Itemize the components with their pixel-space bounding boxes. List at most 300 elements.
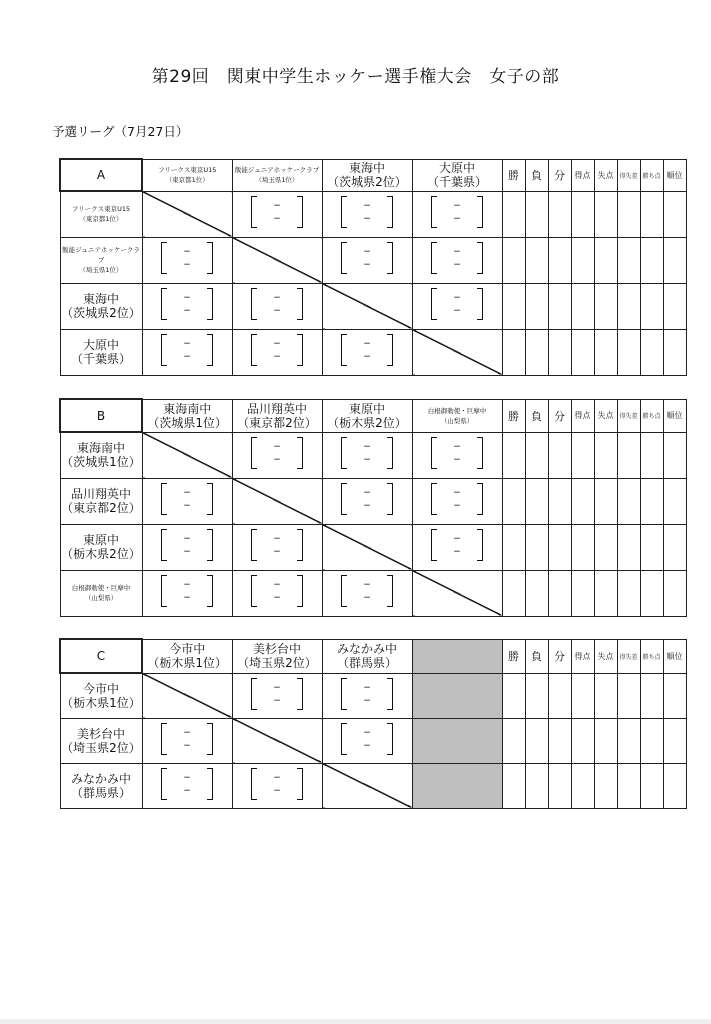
column-team [233,165,322,185]
stat-cell[interactable] [525,570,548,616]
team-row [60,570,686,616]
stat-header: 負 [525,159,548,191]
match-cell[interactable] [412,191,502,237]
stat-cell[interactable] [571,763,594,808]
row-team [61,441,142,469]
score-dash: − [273,695,281,706]
stat-cell[interactable] [548,763,571,808]
score-box[interactable] [341,196,393,228]
stat-cell[interactable] [617,524,640,570]
stat-cell[interactable] [594,329,617,375]
stat-cell[interactable] [502,763,525,808]
score-dash: − [363,727,371,738]
stat-cell[interactable] [525,432,548,478]
stat-cell[interactable] [594,432,617,478]
score-dash: − [183,772,191,783]
score-box[interactable] [431,242,483,274]
stat-cell[interactable] [594,570,617,616]
row-team-header [60,570,142,616]
score-box[interactable] [251,288,303,320]
stat-cell[interactable] [548,478,571,524]
stat-cell[interactable] [640,478,663,524]
stat-cell[interactable] [640,570,663,616]
team-name: 美杉台中 [252,642,301,656]
stat-cell[interactable] [525,237,548,283]
stat-cell[interactable] [502,673,525,718]
self-match-cell [232,237,322,283]
stat-cell[interactable] [525,283,548,329]
team-name: 白根御勅使・巨摩中 [427,406,487,415]
league-table-b [59,398,687,617]
match-cell[interactable] [322,432,412,478]
column-team-header [232,399,322,432]
match-cell[interactable] [142,283,232,329]
team-name: 今市中 [82,681,119,696]
score-box[interactable] [161,723,213,755]
stat-cell[interactable] [594,283,617,329]
score-box[interactable] [341,437,393,469]
stat-cell[interactable] [502,478,525,524]
preliminary-league-date: 予選リーグ（7月27日） [52,124,189,139]
score-dash: − [183,547,191,557]
team-name: 白根御勅使・巨摩中 [71,584,131,592]
score-dash: − [273,772,281,783]
score-box[interactable] [251,334,303,366]
team-prefecture: （東京都1位） [165,176,209,184]
match-cell[interactable] [412,237,502,283]
score-box[interactable] [431,437,483,469]
stat-cell[interactable] [571,191,594,237]
bottom-divider [0,1019,711,1024]
match-cell[interactable] [232,283,322,329]
column-team-header [142,639,232,673]
score-box[interactable] [341,483,393,515]
score-dash: − [363,695,371,706]
score-dash: − [273,785,281,796]
row-team [61,772,142,800]
team-row [60,673,686,718]
score-box[interactable] [251,437,303,469]
row-team-header [60,283,142,329]
self-match-cell [142,191,232,237]
row-team [61,245,142,275]
team-prefecture: （山梨県） [440,416,474,425]
stat-cell[interactable] [617,191,640,237]
team-row [60,283,686,329]
stat-header: 分 [548,399,571,432]
score-dash: − [453,455,461,465]
score-dash: − [363,580,371,590]
stat-header: 得失差 [617,639,640,673]
score-dash: − [363,442,371,452]
stat-cell[interactable] [571,673,594,718]
score-dash: − [273,214,281,224]
row-team-header [60,478,142,524]
stat-cell[interactable] [663,329,686,375]
score-dash: − [273,534,281,544]
row-team-header [60,763,142,808]
match-cell[interactable] [232,191,322,237]
stat-cell[interactable] [663,237,686,283]
stat-cell[interactable] [594,763,617,808]
score-dash: − [273,352,281,362]
stat-header: 順位 [663,399,686,432]
self-match-cell [322,524,412,570]
score-box[interactable] [341,575,393,607]
column-team-header [322,399,412,432]
row-team-header [60,432,142,478]
stat-header: 得点 [571,159,594,191]
team-row [60,478,686,524]
score-box[interactable] [431,529,483,561]
stat-cell[interactable] [571,570,594,616]
header-row [60,399,686,432]
stat-cell[interactable] [617,329,640,375]
team-name: 大原中 [82,338,119,352]
score-box[interactable] [251,196,303,228]
stat-cell[interactable] [571,718,594,763]
match-cell[interactable] [232,763,322,808]
stat-cell[interactable] [502,329,525,375]
team-name: 東原中 [348,401,385,416]
score-dash: − [183,593,191,603]
match-cell[interactable] [142,329,232,375]
team-name: 東海南中 [76,441,125,456]
score-box[interactable] [161,768,213,800]
self-match-cell [322,283,412,329]
match-cell[interactable] [322,329,412,375]
match-cell[interactable] [322,673,412,718]
score-dash: − [273,580,281,590]
team-prefecture: （栃木県2位） [327,415,407,430]
score-box[interactable] [161,334,213,366]
header-row [60,639,686,673]
stat-cell[interactable] [617,283,640,329]
stat-cell[interactable] [525,673,548,718]
score-dash: − [363,501,371,511]
column-team [413,161,502,189]
stat-cell[interactable] [617,673,640,718]
match-cell[interactable] [142,718,232,763]
stat-cell[interactable] [640,718,663,763]
score-dash: − [453,260,461,270]
match-cell[interactable] [142,237,232,283]
score-box[interactable] [251,575,303,607]
stat-cell[interactable] [502,283,525,329]
match-cell[interactable] [412,432,502,478]
stat-cell[interactable] [571,283,594,329]
score-box[interactable] [431,196,483,228]
team-prefecture: （群馬県） [336,656,397,670]
stat-cell[interactable] [502,570,525,616]
league-table-c [59,638,687,809]
score-dash: − [363,593,371,603]
row-team-header [60,673,142,718]
stat-header: 失点 [594,639,617,673]
stat-cell[interactable] [548,432,571,478]
score-dash: − [453,214,461,224]
stat-cell[interactable] [548,570,571,616]
team-prefecture: （茨城県2位） [61,306,141,320]
stat-cell[interactable] [663,718,686,763]
stat-cell[interactable] [663,570,686,616]
stat-cell[interactable] [525,191,548,237]
stat-cell[interactable] [640,283,663,329]
stat-cell[interactable] [594,673,617,718]
stat-cell[interactable] [640,329,663,375]
team-name: フリークス東京U15 [71,205,131,214]
column-team [233,642,322,670]
team-name: 東海中 [348,161,385,175]
stat-cell[interactable] [548,329,571,375]
score-dash: − [273,293,281,303]
team-name: 大原中 [438,161,475,175]
match-cell[interactable] [142,478,232,524]
column-team-header [322,639,412,673]
match-cell[interactable] [322,570,412,616]
stat-cell[interactable] [548,673,571,718]
unused-column [412,639,502,673]
score-dash: − [183,352,191,362]
match-cell[interactable] [322,478,412,524]
column-team-header [322,159,412,191]
score-dash: − [273,201,281,211]
row-team-header [60,191,142,237]
stat-cell[interactable] [663,191,686,237]
score-box[interactable] [431,483,483,515]
row-team [61,583,142,603]
team-prefecture: （茨城県1位） [61,455,141,470]
stat-cell[interactable] [525,478,548,524]
score-box[interactable] [341,723,393,755]
team-prefecture: （茨城県1位） [147,415,228,430]
score-dash: − [363,214,371,224]
column-team [323,642,412,670]
stat-cell[interactable] [663,524,686,570]
stat-cell[interactable] [640,763,663,808]
stat-header: 得失差 [617,159,640,191]
score-box[interactable] [341,678,393,710]
stat-cell[interactable] [663,478,686,524]
group-label: A [60,159,142,191]
score-box[interactable] [251,678,303,710]
stat-header: 負 [525,399,548,432]
stat-cell[interactable] [617,432,640,478]
team-name: 今市中 [169,642,206,656]
row-team [61,533,142,561]
score-dash: − [453,293,461,303]
score-dash: − [183,293,191,303]
stat-header: 勝 [502,639,525,673]
stat-cell[interactable] [548,718,571,763]
row-team [61,727,142,755]
match-cell[interactable] [232,673,322,718]
score-box[interactable] [161,288,213,320]
score-box[interactable] [341,242,393,274]
stat-cell[interactable] [594,478,617,524]
team-name: 飯能ジュニアホッケークラブ [234,166,320,174]
score-dash: − [453,547,461,557]
self-match-cell [412,570,502,616]
stat-header: 分 [548,159,571,191]
stat-cell[interactable] [640,524,663,570]
stat-header: 得点 [571,399,594,432]
stat-cell[interactable] [640,432,663,478]
score-box[interactable] [431,288,483,320]
score-box[interactable] [161,483,213,515]
team-prefecture: （東京都2位） [61,501,141,515]
stat-cell[interactable] [502,718,525,763]
score-dash: − [453,501,461,511]
team-prefecture: （栃木県1位） [61,695,141,710]
stat-cell[interactable] [594,237,617,283]
match-cell[interactable] [322,191,412,237]
stat-cell[interactable] [594,718,617,763]
group-label: B [60,399,142,432]
row-team [61,338,142,366]
stat-header: 分 [548,639,571,673]
column-team [413,406,502,426]
score-dash: − [183,534,191,544]
score-box[interactable] [251,768,303,800]
column-team-header [412,399,502,432]
stat-cell[interactable] [548,283,571,329]
stat-cell[interactable] [502,524,525,570]
stat-cell[interactable] [663,673,686,718]
stat-header: 失点 [594,399,617,432]
score-dash: − [273,455,281,465]
match-cell[interactable] [232,329,322,375]
score-dash: − [363,455,371,465]
score-box[interactable] [161,242,213,274]
stat-cell[interactable] [525,329,548,375]
team-prefecture: （群馬県） [70,785,131,800]
stat-cell[interactable] [640,237,663,283]
match-cell[interactable] [322,718,412,763]
score-dash: − [363,740,371,751]
team-name: みなかみ中 [70,771,131,786]
row-team [61,682,142,710]
stat-cell[interactable] [663,763,686,808]
stat-cell[interactable] [640,673,663,718]
match-cell[interactable] [232,432,322,478]
stat-cell[interactable] [617,718,640,763]
stat-cell[interactable] [617,570,640,616]
stat-header: 失点 [594,159,617,191]
stat-header: 順位 [663,639,686,673]
score-box[interactable] [161,575,213,607]
team-prefecture: （東京都2位） [237,415,317,430]
self-match-cell [232,718,322,763]
row-team [61,487,142,515]
team-name: 東海南中 [163,401,212,416]
match-cell[interactable] [412,283,502,329]
score-dash: − [363,682,371,693]
match-cell[interactable] [232,524,322,570]
score-dash: − [453,306,461,316]
row-team [61,204,142,224]
score-dash: − [183,339,191,349]
column-team [143,402,232,430]
stat-cell[interactable] [548,524,571,570]
unused-cell [412,673,502,718]
match-cell[interactable] [412,478,502,524]
score-dash: − [183,580,191,590]
stat-cell[interactable] [571,432,594,478]
stat-cell[interactable] [525,718,548,763]
match-cell[interactable] [232,570,322,616]
score-dash: − [183,727,191,738]
score-dash: − [183,488,191,498]
team-row [60,432,686,478]
stat-cell[interactable] [548,237,571,283]
stat-cell[interactable] [502,432,525,478]
team-name: 飯能ジュニアホッケークラブ [62,246,140,264]
score-dash: − [363,339,371,349]
column-team-header [142,399,232,432]
column-team [323,402,412,430]
stat-cell[interactable] [571,478,594,524]
score-dash: − [453,247,461,257]
score-dash: − [453,488,461,498]
header-row [60,159,686,191]
score-dash: − [273,593,281,603]
match-cell[interactable] [322,237,412,283]
score-box[interactable] [161,529,213,561]
score-box[interactable] [341,334,393,366]
stat-cell[interactable] [594,191,617,237]
match-cell[interactable] [142,763,232,808]
stat-cell[interactable] [594,524,617,570]
stat-cell[interactable] [617,763,640,808]
column-team [143,642,232,670]
stat-cell[interactable] [571,524,594,570]
match-cell[interactable] [142,570,232,616]
team-row [60,329,686,375]
stat-cell[interactable] [640,191,663,237]
row-team-header [60,524,142,570]
stat-header: 勝ち点 [640,159,663,191]
stat-header: 順位 [663,159,686,191]
stat-cell[interactable] [548,191,571,237]
team-name: 品川翔英中 [246,401,307,416]
stat-cell[interactable] [571,329,594,375]
match-cell[interactable] [142,524,232,570]
stat-cell[interactable] [502,191,525,237]
score-box[interactable] [251,529,303,561]
stat-cell[interactable] [617,478,640,524]
score-dash: − [273,306,281,316]
stat-cell[interactable] [525,763,548,808]
stat-cell[interactable] [663,283,686,329]
stat-cell[interactable] [525,524,548,570]
stat-cell[interactable] [502,237,525,283]
team-prefecture: （東京都1位） [79,215,123,224]
stat-header: 勝 [502,159,525,191]
stat-cell[interactable] [663,432,686,478]
stat-cell[interactable] [571,237,594,283]
score-dash: − [363,260,371,270]
score-dash: − [363,352,371,362]
stat-cell[interactable] [617,237,640,283]
column-team [143,165,232,185]
stat-header: 得失差 [617,399,640,432]
score-dash: − [273,442,281,452]
team-prefecture: （茨城県2位） [327,175,407,189]
match-cell[interactable] [412,524,502,570]
score-dash: − [273,547,281,557]
score-dash: − [363,247,371,257]
